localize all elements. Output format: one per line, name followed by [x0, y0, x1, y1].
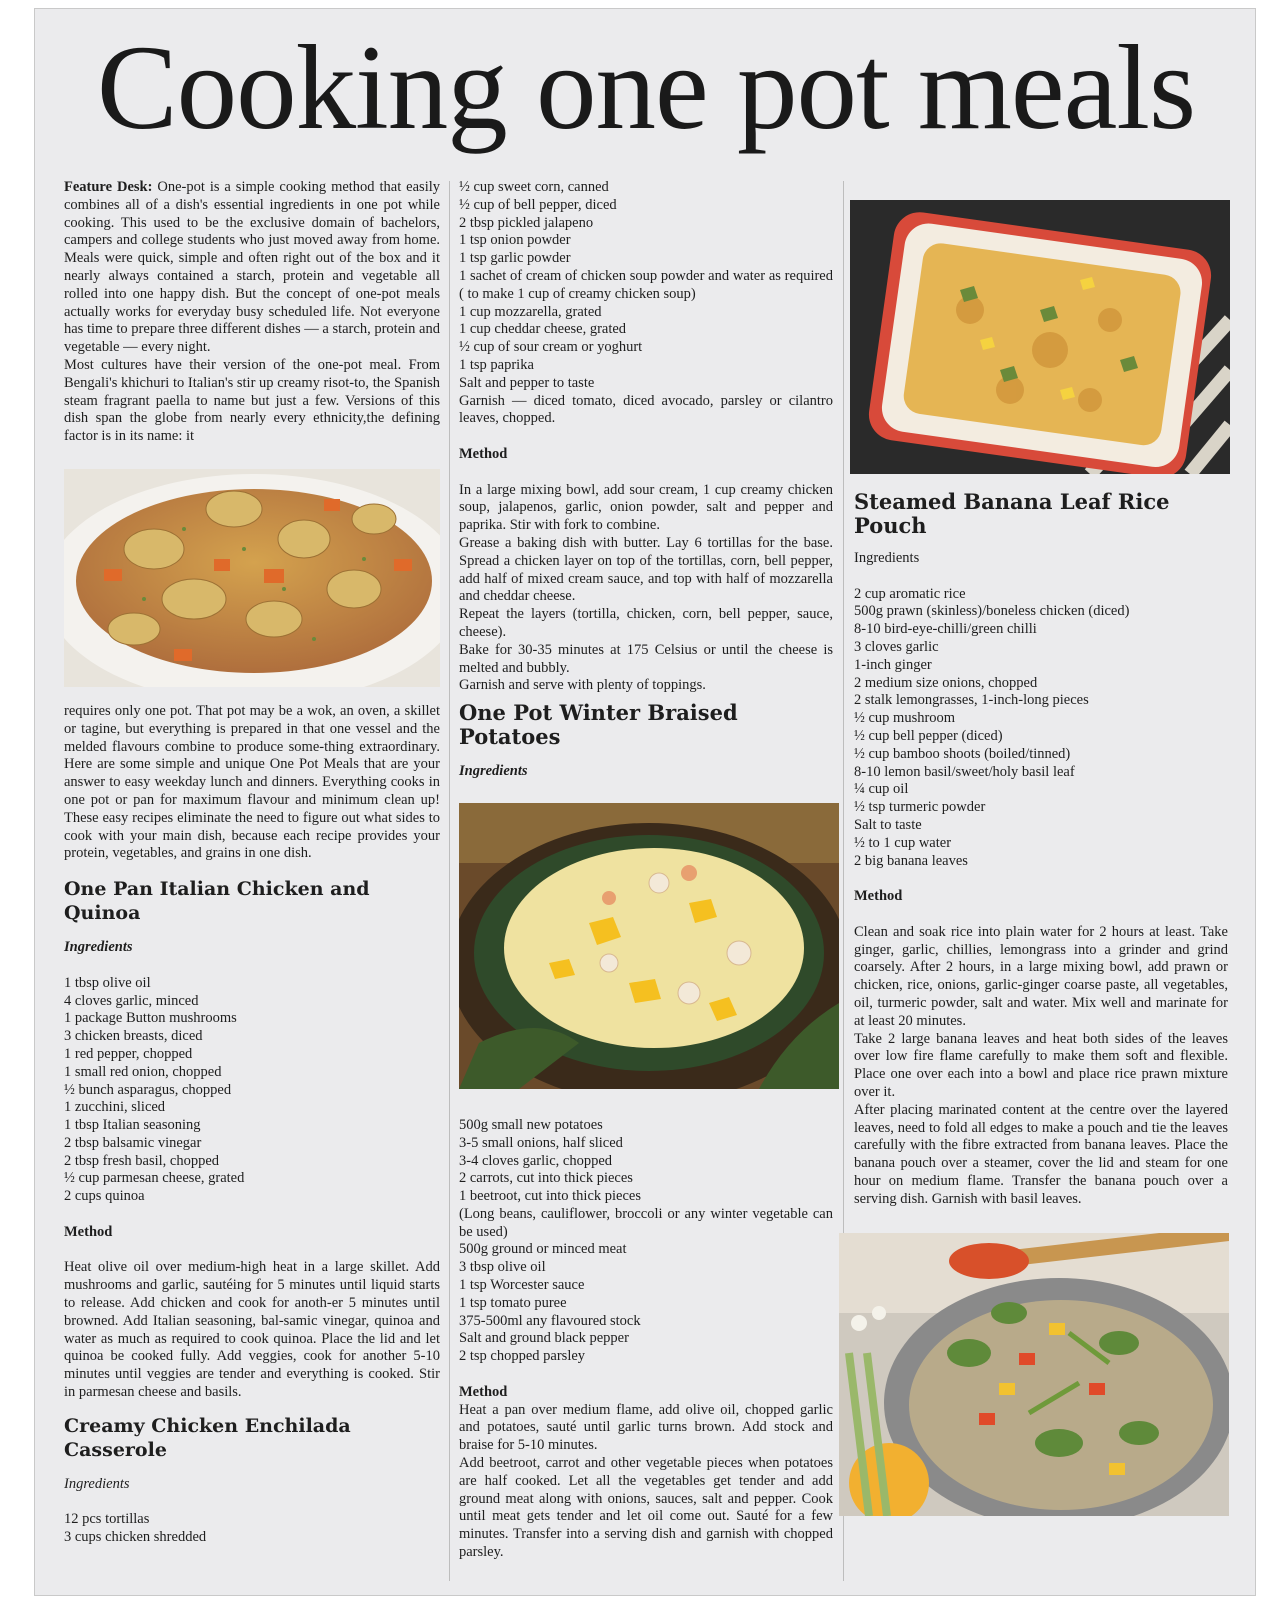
- recipe3-ingredients-label: Ingredients: [459, 763, 528, 780]
- ingredient-item: 4 cloves garlic, minced: [64, 992, 199, 1009]
- recipe2-method: [459, 482, 833, 696]
- ingredient-item: 3 cloves garlic: [854, 638, 939, 655]
- method-paragraph: After placing marinated content at the centre over the layered leaves, need to fold all edges to make a pouch and tie the leaves carefully with the fibre extracted from banana leaves. Place the banana pouch over a steamer, cover the lid and steam for one hour on medium flame. Transfer the banana pouch over a serving dish. Garnish with basil leaves.: [854, 1101, 1228, 1207]
- method-paragraph: In a large mixing bowl, add sour cream, 1 cup creamy chicken soup, jalapenos, garlic, onion powder, salt and pepper and paprika. Stir with fork to combine.: [459, 481, 833, 534]
- column-3: [854, 179, 1228, 1516]
- ingredient-item: 2 stalk lemongrasses, 1-inch-long pieces: [854, 692, 1089, 709]
- ingredient-item: 1 tsp paprika: [459, 356, 534, 373]
- recipe1-ingredients-list: [64, 975, 440, 1206]
- ingredient-item: 1 tsp onion powder: [459, 232, 571, 249]
- ingredient-item: 1 tsp tomato puree: [459, 1294, 567, 1311]
- recipe2-ingredients-list-c: [459, 304, 833, 393]
- ingredient-item: 8-10 lemon basil/sweet/holy basil leaf: [854, 763, 1075, 780]
- column-1: [64, 179, 440, 1547]
- ingredient-item: 2 tbsp fresh basil, chopped: [64, 1152, 220, 1169]
- method-paragraph: Repeat the layers (tortilla, chicken, corn, bell pepper, sauce, cheese).: [459, 606, 833, 640]
- ingredient-item: ½ cup of sour cream or yoghurt: [459, 339, 643, 356]
- intro-paragraph-3: requires only one pot. That pot may be a wok, an oven, a skillet or tagine, but everything is prepared in that one vessel and the melded flavours combine to produce some-thing extraordinary. Here are some simple and unique One Pot Meals that are your answer to easy weekday lunch and dinners. Everything cooks in one pot or pan for maximum flavour and minimum clean up! These easy recipes eliminate the need to figure out what sides to cook with your main dish, because each recipe provides your protein, vegetables, and grains in one dish.: [64, 702, 440, 862]
- intro-text-1: One-pot is a simple cooking method that easily combines all of a dish's essential ingredients in one pot while cooking. This used to be the exclusive domain of bachelors, campers and college students who just moved away from home. Meals were quick, simple and often right out of the box and it nearly always contained a starch, protein and vegetable all rolled into one happy dish. But the concept of one-pot meals actually works for everyday busy scheduled life. Not everyone has time to prepare three different dishes — a starch, protein and vegetable — every night.: [64, 179, 440, 356]
- recipe2-method-label: Method: [459, 445, 508, 462]
- recipe1-ingredients-label: Ingredients: [64, 939, 133, 956]
- ingredient-item: Salt to taste: [854, 816, 922, 833]
- ingredient-item: 500g small new potatoes: [459, 1116, 603, 1133]
- ingredient-item: ½ cup sweet corn, canned: [459, 179, 609, 195]
- ingredient-item: 1 tsp Worcester sauce: [459, 1277, 585, 1294]
- recipe3-method-label: Method: [459, 1383, 508, 1400]
- ingredient-item: 8-10 bird-eye-chilli/green chilli: [854, 621, 1037, 638]
- ingredient-item: 500g prawn (skinless)/boneless chicken (diced): [854, 603, 1130, 620]
- ingredient-item: 375-500ml any flavoured stock: [459, 1312, 641, 1329]
- ingredient-item: ½ tsp turmeric powder: [854, 799, 986, 816]
- ingredient-item: 2 tbsp pickled jalapeno: [459, 214, 594, 231]
- ingredient-item: ½ cup mushroom: [854, 710, 956, 727]
- chicken-quinoa-pan-photo: [839, 1233, 1229, 1516]
- intro-paragraph-2: Most cultures have their version of the one-pot meal. From Bengali's khichuri to Italian's stir up creamy risot-to, the Spanish steam fragrant paella to name but just a few. Versions of this dish span the globe from nearly every ethnicity,the defining factor is in its name: it: [64, 356, 440, 445]
- ingredient-item: ½ cup of bell pepper, diced: [459, 196, 617, 213]
- recipe4-method: [854, 924, 1228, 1209]
- ingredient-item: 2 carrots, cut into thick pieces: [459, 1170, 633, 1187]
- recipe1-title: One Pan Italian Chicken and Quinoa: [64, 878, 370, 925]
- ingredient-item: 500g ground or minced meat: [459, 1241, 627, 1258]
- ingredient-item: 2 medium size onions, chopped: [854, 674, 1038, 691]
- recipe3-method: [459, 1402, 833, 1562]
- intro-paragraph-1: [64, 179, 440, 357]
- column-2: [459, 179, 833, 1562]
- page-title: Cooking one pot meals: [96, 21, 1196, 155]
- recipe4-title: Steamed Banana Leaf Rice Pouch: [854, 489, 1170, 538]
- ingredient-item: ½ bunch asparagus, chopped: [64, 1081, 232, 1098]
- ingredient-item: 1 tsp garlic powder: [459, 250, 571, 267]
- ingredient-item: 1 cup cheddar cheese, grated: [459, 321, 627, 338]
- ingredient-item: 3 chicken breasts, diced: [64, 1028, 203, 1045]
- ingredient-item: Salt and ground black pepper: [459, 1330, 629, 1347]
- newspaper-page: [34, 8, 1256, 1596]
- recipe2-ingredients-list-a: [64, 1511, 440, 1547]
- ingredient-item: ½ cup bamboo shoots (boiled/tinned): [854, 745, 1071, 762]
- recipe4-ingredients-label: Ingredients: [854, 550, 920, 566]
- ingredient-item: 1 small red onion, chopped: [64, 1063, 222, 1080]
- method-paragraph: Garnish and serve with plenty of toppings.: [459, 677, 706, 694]
- ingredient-item: 1 tbsp olive oil: [64, 974, 151, 991]
- column-rule-1: [449, 181, 450, 1581]
- banana-leaf-rice-photo: [459, 803, 839, 1089]
- recipe1-method-label: Method: [64, 1223, 113, 1240]
- recipe2-title: Creamy Chicken Enchilada Casserole: [64, 1414, 351, 1461]
- method-paragraph: Add beetroot, carrot and other vegetable pieces when potatoes are half cooked. Let all the vegetables get tender and add ground meat along with onions, sauces, salt and pepper. Cook until meat gets tender and let oil come out. Sauté for a few minutes. Transfer into a serving dish and garnish with chopped parsley.: [459, 1455, 833, 1561]
- method-paragraph: Take 2 large banana leaves and heat both sides of the leaves over low fire flame carefully to make them soft and flexible. Place one over each into a bowl and place rice prawn mixture over it.: [854, 1030, 1228, 1100]
- ingredient-item: 2 big banana leaves: [854, 852, 968, 869]
- ingredient-item: 3-4 cloves garlic, chopped: [459, 1152, 613, 1169]
- ingredient-item: 2 tbsp balsamic vinegar: [64, 1134, 202, 1151]
- recipe1-method: Heat olive oil over medium-high heat in a large skillet. Add mushrooms and garlic, sautéing for 5 minutes until liquid starts to release. Add chicken and cook for anoth-er 5 minutes until browned. Add Italian seasoning, bal-samic vinegar, quinoa and water as much as required to cook quinoa. Place the lid and let quinoa be cooked fully. Add veggies, cook for another 5-10 minutes until veggies are tender and everything is cooked. Stir in parmesan cheese and basils.: [64, 1259, 440, 1401]
- casserole-photo: [850, 200, 1230, 474]
- ingredient-item: 2 tsp chopped parsley: [459, 1348, 586, 1365]
- recipe4-method-label: Method: [854, 888, 903, 905]
- ingredient-item: ½ cup parmesan cheese, grated: [64, 1170, 245, 1187]
- ingredient-item: 1 tbsp Italian seasoning: [64, 1117, 201, 1134]
- method-paragraph: Heat a pan over medium flame, add olive oil, chopped garlic and potatoes, sauté until garlic turns brown. Add stock and braise for 5-10 minutes.: [459, 1401, 833, 1454]
- ingredient-item: ¼ cup oil: [854, 781, 909, 798]
- ingredient-item: 3-5 small onions, half sliced: [459, 1134, 623, 1151]
- recipe2-ingredients-label: Ingredients: [64, 1475, 130, 1492]
- recipe2-ingredient-soup: 1 sachet of cream of chicken soup powder and water as required ( to make 1 cup of creamy chicken soup): [459, 267, 833, 302]
- recipe3-ingredients-list-b: [459, 1241, 833, 1366]
- ingredient-item: 12 pcs tortillas: [64, 1511, 150, 1528]
- recipe2-ingredient-garnish: Garnish — diced tomato, diced avocado, parsley or cilantro leaves, chopped.: [459, 392, 833, 427]
- ingredient-item: 1 zucchini, sliced: [64, 1099, 166, 1116]
- recipe3-ingredient-note: (Long beans, cauliflower, broccoli or any winter vegetable can be used): [459, 1205, 833, 1240]
- recipe2-ingredients-list-b: [459, 179, 833, 268]
- ingredient-item: ½ to 1 cup water: [854, 834, 952, 851]
- ingredient-item: 1 cup mozzarella, grated: [459, 303, 602, 320]
- ingredient-item: 3 tbsp olive oil: [459, 1259, 546, 1276]
- method-paragraph: Grease a baking dish with butter. Lay 6 tortillas for the base. Spread a chicken layer on top of the tortillas, corn, bell pepper, add half of mixed cream sauce, and top with half of mozzarella and cheddar cheese.: [459, 534, 833, 605]
- recipe4-ingredients-list: [854, 586, 1228, 871]
- recipe3-ingredients-list-a: [459, 1117, 833, 1206]
- ingredient-item: 2 cups quinoa: [64, 1188, 145, 1205]
- ingredient-item: 1 beetroot, cut into thick pieces: [459, 1188, 642, 1205]
- recipe3-title: One Pot Winter Braised Potatoes: [459, 700, 738, 750]
- intro-lead: Feature Desk:: [64, 179, 153, 195]
- ingredient-item: Salt and pepper to taste: [459, 374, 595, 391]
- method-paragraph: Bake for 30-35 minutes at 175 Celsius or until the cheese is melted and bubbly.: [459, 641, 833, 676]
- ingredient-item: 1-inch ginger: [854, 656, 932, 673]
- ingredient-item: 2 cup aromatic rice: [854, 585, 966, 602]
- ingredient-item: ½ cup bell pepper (diced): [854, 727, 1003, 744]
- potatoes-dish-photo: [64, 469, 440, 687]
- ingredient-item: 1 red pepper, chopped: [64, 1045, 193, 1062]
- method-paragraph: Clean and soak rice into plain water for 2 hours at least. Take ginger, garlic, chillies, lemongrass into a grinder and grind coarsely. After 2 hours, in a large mixing bowl, add prawn or chicken, rice, onions, garlic-ginger coarse paste, all vegetables, oil, turmeric powder, salt and water. Mix well and marinate for at least 20 minutes.: [854, 923, 1228, 1029]
- ingredient-item: 3 cups chicken shredded: [64, 1529, 207, 1546]
- ingredient-item: 1 package Button mushrooms: [64, 1010, 237, 1027]
